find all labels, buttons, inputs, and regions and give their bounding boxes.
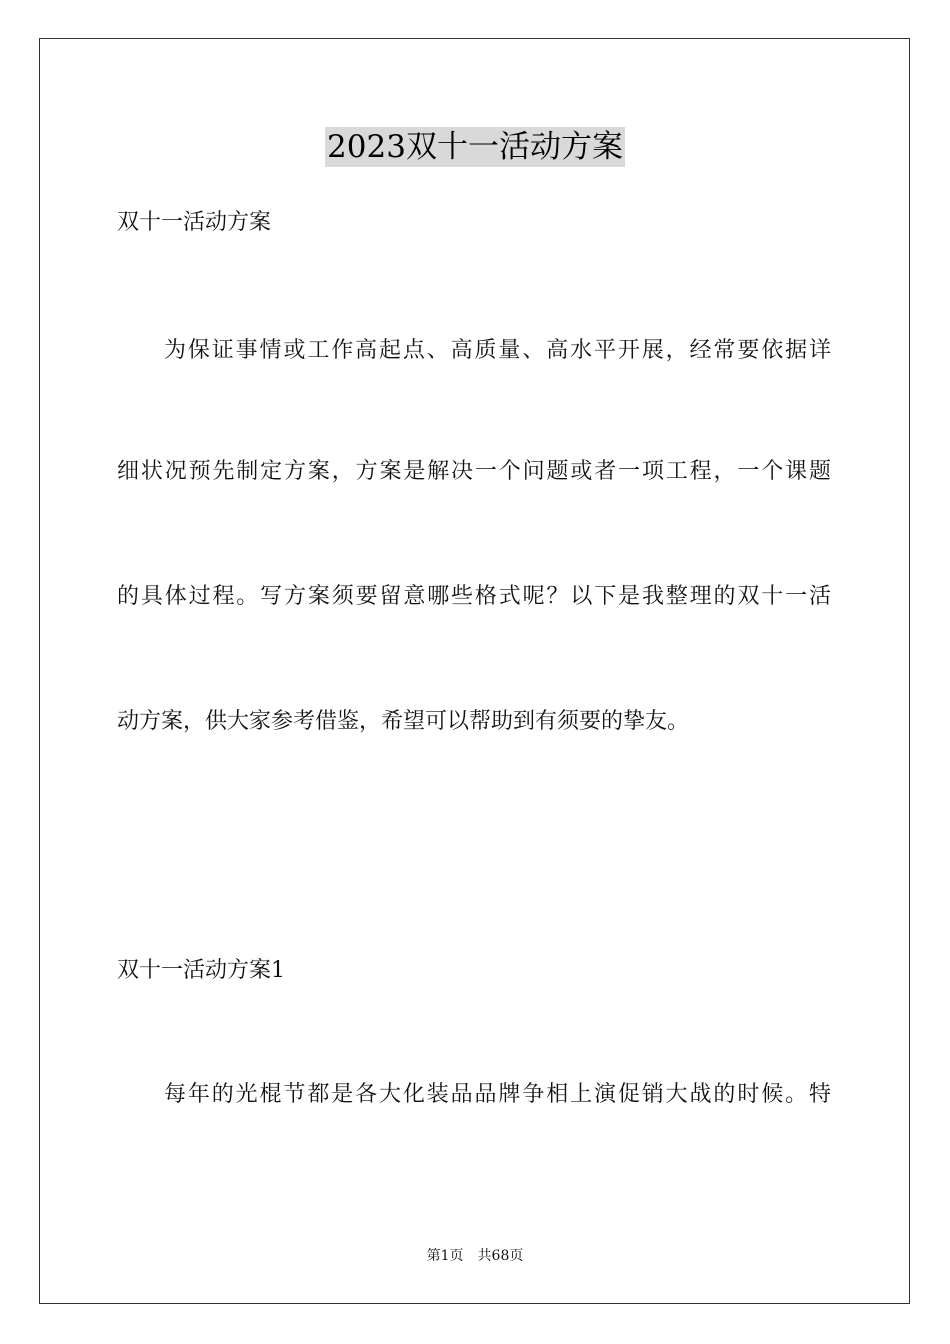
- page-footer: [0, 1246, 950, 1266]
- section-heading: 双十一活动方案1: [117, 958, 285, 983]
- document-title: 2023双十一活动方案: [327, 129, 623, 165]
- page-number: 第1页: [426, 1248, 464, 1264]
- page-total: 共68页: [477, 1248, 524, 1264]
- paragraph-line: 为保证事情或工作高起点、高质量、高水平开展，经常要依据详: [164, 338, 831, 363]
- paragraph-line: 细状况预先制定方案，方案是解决一个问题或者一项工程，一个课题: [117, 459, 831, 484]
- paragraph-line: 的具体过程。写方案须要留意哪些格式呢？以下是我整理的双十一活: [117, 584, 831, 609]
- paragraph-line: 动方案，供大家参考借鉴，希望可以帮助到有须要的挚友。: [117, 709, 690, 734]
- title-container: [0, 127, 950, 167]
- subtitle: 双十一活动方案: [117, 210, 272, 235]
- paragraph-line: 每年的光棍节都是各大化装品品牌争相上演促销大战的时候。特: [164, 1082, 831, 1107]
